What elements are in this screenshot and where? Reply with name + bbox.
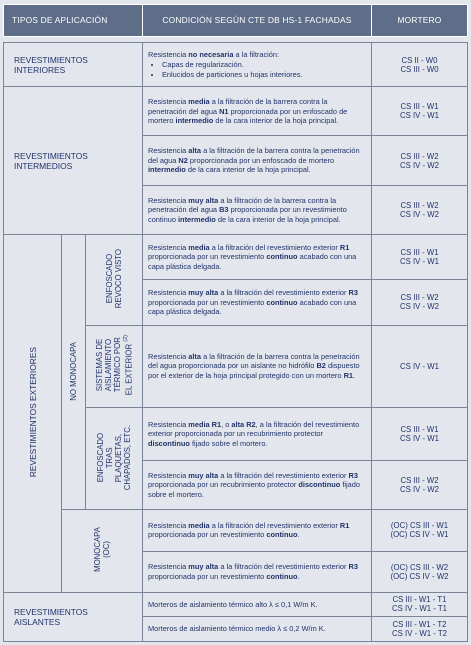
category-line: REVESTIMIENTOS bbox=[14, 54, 88, 65]
header-row bbox=[4, 5, 468, 37]
group-plaquetas bbox=[86, 407, 143, 510]
mortero-cell bbox=[372, 136, 468, 185]
mortero-code: CS IV - W1 bbox=[400, 111, 439, 121]
condition-cell: Resistencia alta a la filtración de la barrera contra la penetración del agua N2 proporcionada por un enfoscado de mortero intermedio de la cara interior de la hoja principal. bbox=[143, 136, 372, 185]
group-enfoscado-visto bbox=[86, 235, 143, 325]
sate-label: SISTEMAS DE AISLAMIENTO TÉRMICO POR EL EXTERIOR $^{(2)}$ bbox=[94, 334, 134, 395]
header-mortero: MORTERO bbox=[372, 5, 468, 37]
condition-cell: Resistencia media a la filtración del revestimiento exterior R1 proporcionada por un revestimiento continuo acabado con una capa plástica delgada. bbox=[143, 235, 372, 280]
mortero-code: (OC) CS IV - W1 bbox=[390, 530, 449, 540]
mortero-cell bbox=[372, 551, 468, 592]
mortero-code: CS IV - W1 - T1 bbox=[392, 604, 447, 614]
bullet-list bbox=[148, 60, 366, 79]
condition-cell: Resistencia muy alta a la filtración del revestimiento exterior R3 proporcionada por un revestimiento continuo. bbox=[143, 551, 372, 592]
bullet-item: • Enlucidos de particiones u hojas interiores. bbox=[162, 70, 366, 80]
row-exteriores-visto-1 bbox=[4, 235, 468, 280]
mortero-code: CS IV - W2 bbox=[400, 160, 439, 170]
mortero-code: CS III - W0 bbox=[400, 64, 439, 74]
mortero-code: CS III - W2 bbox=[400, 293, 439, 303]
mortero-cell bbox=[372, 235, 468, 280]
mortero-code: CS IV - W1 bbox=[400, 433, 439, 443]
mortero-code: CS III - W2 bbox=[400, 151, 439, 161]
category-line: AISLANTES bbox=[14, 616, 61, 627]
cond-bold: no necesaria bbox=[188, 49, 234, 59]
condition-cell: Resistencia muy alta a la filtración del revestimiento exterior R3 proporcionada por un recubrimiento protector discontinuo fijado sobre el mortero. bbox=[143, 461, 372, 510]
mortero-cell bbox=[372, 87, 468, 136]
mortero-cell bbox=[372, 461, 468, 510]
category-aislantes bbox=[4, 592, 143, 641]
category-line: REVESTIMIENTOS bbox=[14, 606, 88, 617]
row-aislantes-1 bbox=[4, 592, 468, 617]
condition-interiores bbox=[143, 43, 372, 87]
condition-cell: Morteros de aislamiento térmico alto λ ≤ 0,1 W/m K. bbox=[143, 592, 372, 617]
mortero-code: CS III - W1 - T1 bbox=[392, 595, 447, 605]
group-no-monocapa bbox=[62, 235, 86, 510]
mortero-code: (OC) CS III - W1 bbox=[390, 521, 449, 531]
category-interiores bbox=[4, 43, 143, 87]
mortero-code: CS III - W1 bbox=[400, 424, 439, 434]
cond-text: Resistencia bbox=[148, 49, 189, 59]
mortero-code: (OC) CS IV - W2 bbox=[390, 571, 449, 581]
row-intermedios-1 bbox=[4, 87, 468, 136]
mortero-interiores bbox=[372, 43, 468, 87]
mortero-code: CS III - W1 - T2 bbox=[392, 620, 447, 630]
category-exteriores bbox=[4, 235, 62, 593]
enfoscado-visto-label: ENFOSCADO REVOCO VISTO bbox=[105, 248, 123, 309]
condition-cell: Resistencia alta a la filtración de la barrera contra la penetración del agua proporcionada por un aislante no hidrófilo B2 dispuesto por el exterior de la hoja principal protegido con un mortero R1. bbox=[143, 325, 372, 407]
row-exteriores-monocapa-1 bbox=[4, 510, 468, 551]
mortero-cell bbox=[372, 407, 468, 460]
mortero-code: CS II - W0 bbox=[401, 55, 438, 65]
no-monocapa-label: NO MONOCAPA bbox=[69, 341, 78, 401]
mortero-cell bbox=[372, 510, 468, 551]
row-interiores bbox=[4, 43, 468, 87]
mortero-code: CS IV - W1 - T2 bbox=[392, 629, 447, 639]
mortar-application-table bbox=[3, 4, 468, 642]
category-line: INTERIORES bbox=[14, 64, 66, 75]
mortero-code: CS IV - W1 bbox=[400, 361, 439, 371]
mortero-code: CS IV - W2 bbox=[400, 209, 439, 219]
bullet-item: • Capas de regularización. bbox=[162, 60, 366, 70]
condition-cell: Resistencia muy alta a la filtración de la barrera contra la penetración del agua B3 proporcionada por un revestimiento continuo intermedio de la cara interior de la hoja principal. bbox=[143, 185, 372, 234]
condition-cell: Morteros de aislamiento térmico medio λ ≤ 0,2 W/m K. bbox=[143, 617, 372, 642]
plaquetas-label: ENFOSCADO TRAS PLAQUETAS, CHAPADOS, ETC. bbox=[96, 424, 132, 490]
mortero-cell bbox=[372, 617, 468, 642]
condition-cell: Resistencia muy alta a la filtración del revestimiento exterior R3 proporcionada por un revestimiento continuo acabado con una capa plástica delgada. bbox=[143, 280, 372, 325]
condition-cell: Resistencia media R1, o alta R2, a la filtración del revestimiento exterior proporcionada por un recubrimiento protector discontinuo fijado sobre el mortero. bbox=[143, 407, 372, 460]
category-line: REVESTIMIENTOS bbox=[14, 150, 88, 161]
group-monocapa bbox=[62, 510, 143, 592]
header-tipos: TIPOS DE APLICACIÓN bbox=[4, 5, 143, 37]
group-sate bbox=[86, 325, 143, 407]
mortero-code: CS III - W1 bbox=[400, 248, 439, 258]
monocapa-label: MONOCAPA (OC) bbox=[93, 527, 111, 573]
mortero-cell bbox=[372, 280, 468, 325]
header-condicion: CONDICIÓN SEGÚN CTE DB HS-1 FACHADAS bbox=[143, 5, 372, 37]
category-exteriores-label: REVESTIMIENTOS EXTERIORES bbox=[27, 346, 38, 478]
mortero-code: (OC) CS III - W2 bbox=[390, 562, 449, 572]
condition-cell: Resistencia media a la filtración del revestimiento exterior R1 proporcionada por un revestimiento continuo. bbox=[143, 510, 372, 551]
mortero-code: CS III - W2 bbox=[400, 200, 439, 210]
mortero-cell bbox=[372, 325, 468, 407]
mortero-code: CS III - W1 bbox=[400, 102, 439, 112]
mortero-cell bbox=[372, 592, 468, 617]
mortero-cell bbox=[372, 185, 468, 234]
mortero-code: CS IV - W2 bbox=[400, 302, 439, 312]
mortero-code: CS III - W2 bbox=[400, 476, 439, 486]
mortero-code: CS IV - W1 bbox=[400, 257, 439, 267]
condition-cell: Resistencia media a la filtración de la barrera contra la penetración del agua N1 proporcionada por un enfoscado de mortero intermedio de la cara interior de la hoja principal. bbox=[143, 87, 372, 136]
category-intermedios bbox=[4, 87, 143, 235]
category-line: INTERMEDIOS bbox=[14, 160, 73, 171]
cond-text: a la filtración: bbox=[233, 49, 280, 59]
mortero-code: CS IV - W2 bbox=[400, 485, 439, 495]
